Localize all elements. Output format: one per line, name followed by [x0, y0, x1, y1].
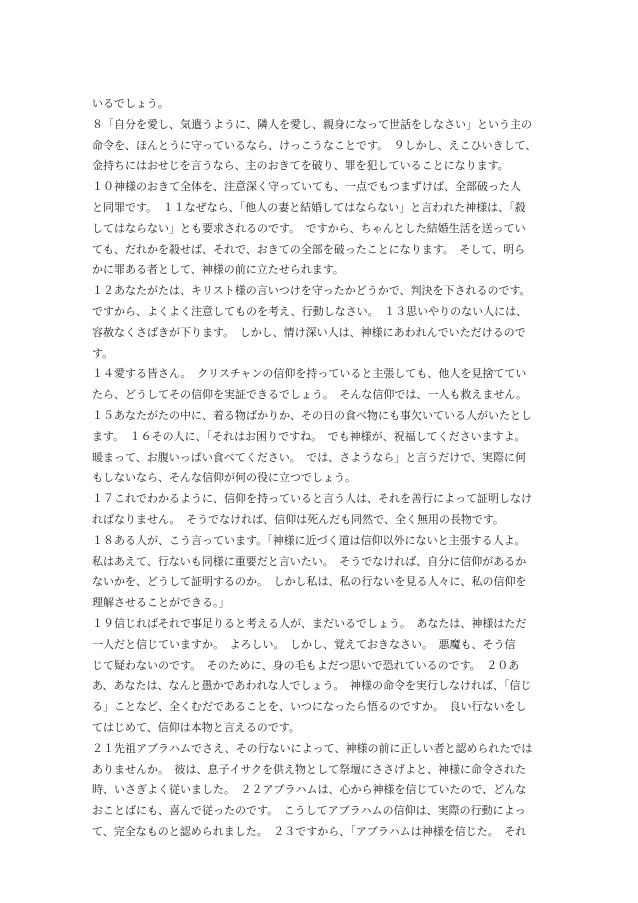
text-line: ても、だれかを殺せば、それで、おきての全部を破ったことになります。 そして、明ら	[92, 242, 526, 256]
text-line: かに罪ある者として、神様の前に立たせられます。	[92, 263, 344, 277]
text-line: る」ことなど、全くむだであることを、いつになったら悟るのですか。 良い行ないをし	[92, 700, 527, 714]
text-line: てはじめて、信仰は本物と言えるのです。	[92, 720, 300, 734]
text-line: ８「自分を愛し、気遣うように、隣人を愛し、親身になって世話をしなさい」という主の	[92, 117, 532, 131]
text-line: じて疑わないのです。 そのために、身の毛もよだつ思いで恐れているのです。 ２０あ	[92, 658, 520, 672]
text-line: 理解させることができる。」	[92, 596, 230, 610]
text-line: １５あなたがたの中に、着る物ばかりか、その日の食べ物にも事欠いている人がいたとし	[92, 408, 532, 422]
text-line: １４愛する皆さん。 クリスチャンの信仰を持っていると主張しても、他人を見捨ててい	[92, 367, 527, 381]
text-line: いるでしょう。	[92, 97, 169, 110]
text-line: 金持ちにはおせじを言うなら、主のおきてを破り、罪を犯していることになります。	[92, 159, 509, 173]
text-line: 私はあえて、行ないも同様に重要だと言いたい。 そうでなければ、自分に信仰があるか	[92, 554, 527, 568]
text-line: １９信じればそれで事足りると考える人が、まだいるでしょう。 あなたは、神様はただ	[92, 616, 527, 630]
text-line: ありませんか。 彼は、息子イサクを供え物として祭壇にささげよと、神様に命令された	[92, 762, 527, 776]
text-line: 命令を、ほんとうに守っているなら、けっこうなことです。 ９しかし、えこひいきして、	[92, 138, 537, 152]
text-line: あ、あなたは、なんと愚かであわれな人でしょう。 神様の命令を実行しなければ、「信じ	[92, 679, 532, 693]
text-line: １７これでわかるように、信仰を持っていると言う人は、それを善行によって証明しなけ	[92, 492, 532, 506]
text-line: 容赦なくさばきが下ります。 しかし、情け深い人は、神様にあわれんでいただけるので	[92, 325, 526, 339]
text-line: ですから、よくよく注意してものを考え、行動しなさい。 １３思いやりのない人には、	[92, 304, 528, 318]
text-line: 時、いさぎよく従いました。 ２２アブラハムは、心から神様を信じていたので、どんな	[92, 783, 527, 797]
text-line: す。	[92, 346, 114, 360]
text-line: ないかを、どうして証明するのか。 しかし私は、私の行ないを見る人々に、私の信仰を	[92, 575, 527, 589]
text-line: ます。 １６その人に、「それはお困りですね。 でも神様が、祝福してくださいますよ。	[92, 429, 526, 443]
text-line: て、完全なものと認められました。 ２３ですから、「アブラハムは神様を信じた。 それ	[92, 824, 527, 838]
text-line: たら、どうしてその信仰を実証できるでしょう。 そんな信仰では、一人も救えません。	[92, 388, 528, 402]
text-line: してはならない」とも要求されるのです。 ですから、ちゃんとした結婚生活を送ってい	[92, 221, 526, 235]
text-line: 暖まって、お腹いっぱい食べてください。 では、さようなら」と言うだけで、実際に何	[92, 450, 527, 464]
text-line: ２１先祖アブラハムでさえ、その行ないによって、神様の前に正しい者と認められたでは	[92, 741, 533, 755]
text-line: 一人だと信じていますか。 よろしい。 しかし、覚えておきなさい。 悪魔も、そう信	[92, 637, 516, 651]
body-text	[92, 94, 552, 843]
text-line: おことばにも、喜んで従ったのです。 こうしてアブラハムの信仰は、実際の行動によっ	[92, 804, 526, 818]
text-line: １０神様のおきて全体を、注意深く守っていても、一点でもつまずけば、全部破った人	[92, 180, 521, 194]
text-line: １２あなたがたは、キリスト様の言いつけを守ったかどうかで、判決を下されるのです。	[92, 284, 531, 298]
text-line: もしないなら、そんな信仰が何の役に立つでしょう。	[92, 471, 356, 485]
text-line: と同罪です。 １１なぜなら、「他人の妻と結婚してはならない」と言われた神様は、「殺	[92, 200, 526, 214]
text-line: ればなりません。 そうでなければ、信仰は死んだも同然で、全く無用の長物です。	[92, 512, 505, 526]
text-line: １８ある人が、こう言っています。「神様に近づく道は信仰以外にないと主張する人よ。	[92, 533, 526, 547]
